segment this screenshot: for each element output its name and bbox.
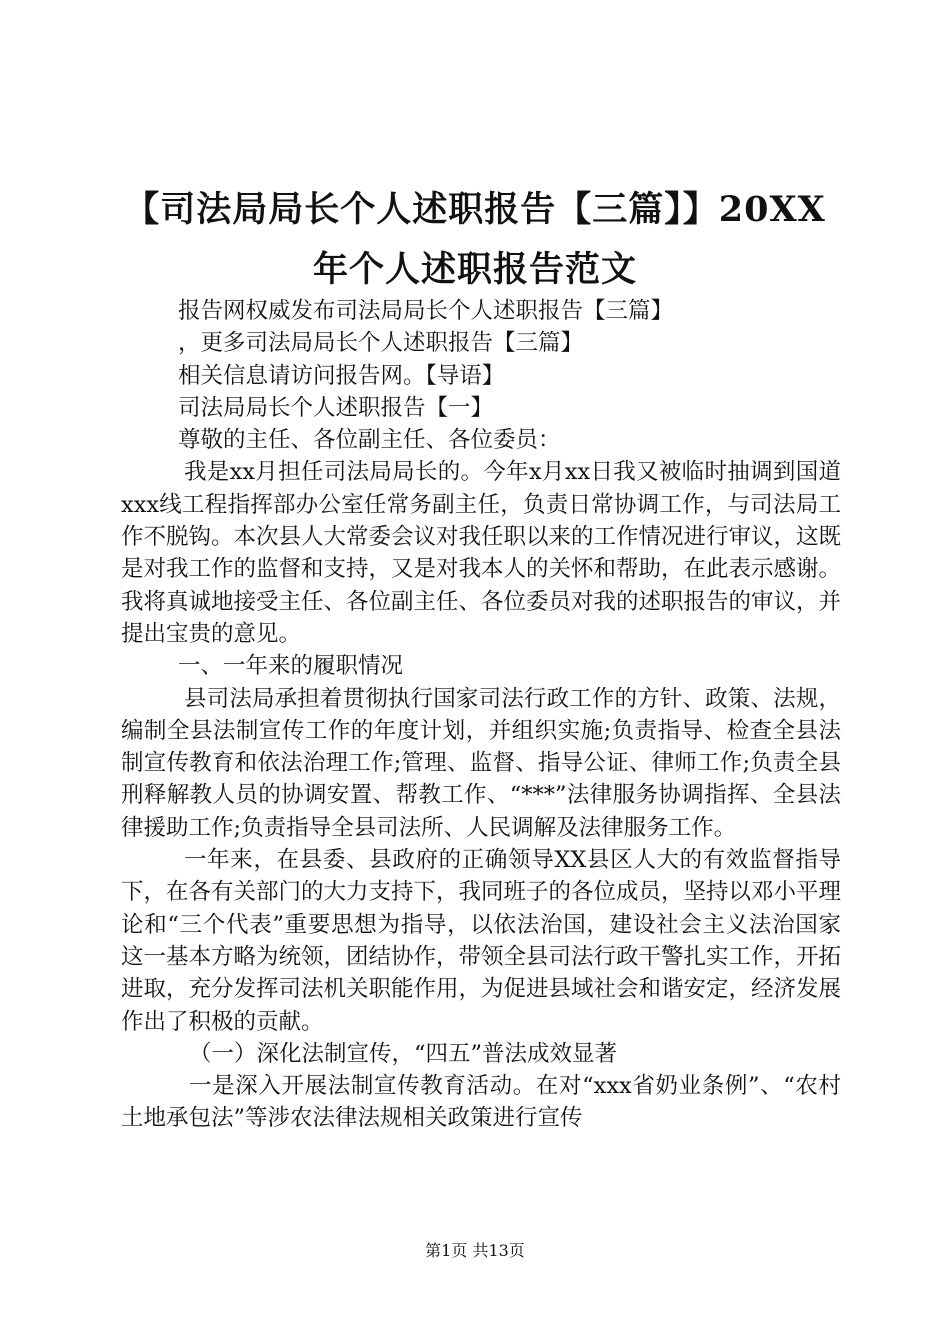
document-title-line1: 【司法局局长个人述职报告【三篇】】20XX — [124, 189, 826, 230]
section-heading: 司法局局长个人述职报告【一】 — [178, 394, 494, 421]
intro-paragraph: 相关信息请访问报告网。【导语】 — [178, 362, 505, 389]
section-heading: 一、一年来的履职情况 — [178, 653, 404, 680]
intro-paragraph: 报告网权威发布司法局局长个人述职报告【三篇】 — [178, 298, 674, 324]
body-paragraph: 我是xx月担任司法局局长的。今年x月xx日我又被临时抽调到国道xxx线工程指挥部办公室任常务副主任，负责日常协调工作，与司法局工作不脱钩。本次县人大常委会议对我任职以来的工作情况进行审议，这既是对我工作的监督和支持，又是对我本人的关怀和帮助，在此表示感谢。我将真诚地接受主任、各位副主任、各位委员对我的述职报告的审议，并提出宝贵的意见。 — [121, 459, 842, 647]
document-body — [121, 295, 841, 1135]
document-title-line2: 年个人述职报告范文 — [312, 249, 637, 290]
body-paragraph: 一年来，在县委、县政府的正确领导XX县区人大的有效监督指导下，在各有关部门的大力支持下，我同班子的各位成员，坚持以邓小平理论和“三个代表”重要思想为指导，以依法治国，建设社会主义法治国家这一基本方略为统领，团结协作，带领全县司法行政干警扎实工作，开拓进取，充分发挥司法机关职能作用，为促进县域社会和谐安定，经济发展作出了积极的贡献。 — [121, 847, 842, 1035]
body-paragraph: 一是深入开展法制宣传教育活动。在对“xxx省奶业条例”、“农村土地承包法”等涉农法律法规相关政策进行宣传 — [121, 1073, 841, 1132]
page-footer: 第1页 共13页 — [425, 1241, 525, 1260]
body-paragraph: 县司法局承担着贯彻执行国家司法行政工作的方针、政策、法规，编制全县法制宣传工作的年度计划，并组织实施;负责指导、检查全县法制宣传教育和依法治理工作;管理、监督、指导公证、律师工作;负责全县刑释解教人员的协调安置、帮教工作、“***”法律服务协调指挥、全县法律援助工作;负责指导全县司法所、人民调解及法律服务工作。 — [121, 685, 841, 841]
salutation: 尊敬的主任、各位副主任、各位委员： — [178, 427, 561, 454]
subsection-heading: （一）深化法制宣传，“四五”普法成效显著 — [189, 1040, 618, 1067]
intro-paragraph: ，更多司法局局长个人述职报告【三篇】 — [178, 330, 584, 357]
